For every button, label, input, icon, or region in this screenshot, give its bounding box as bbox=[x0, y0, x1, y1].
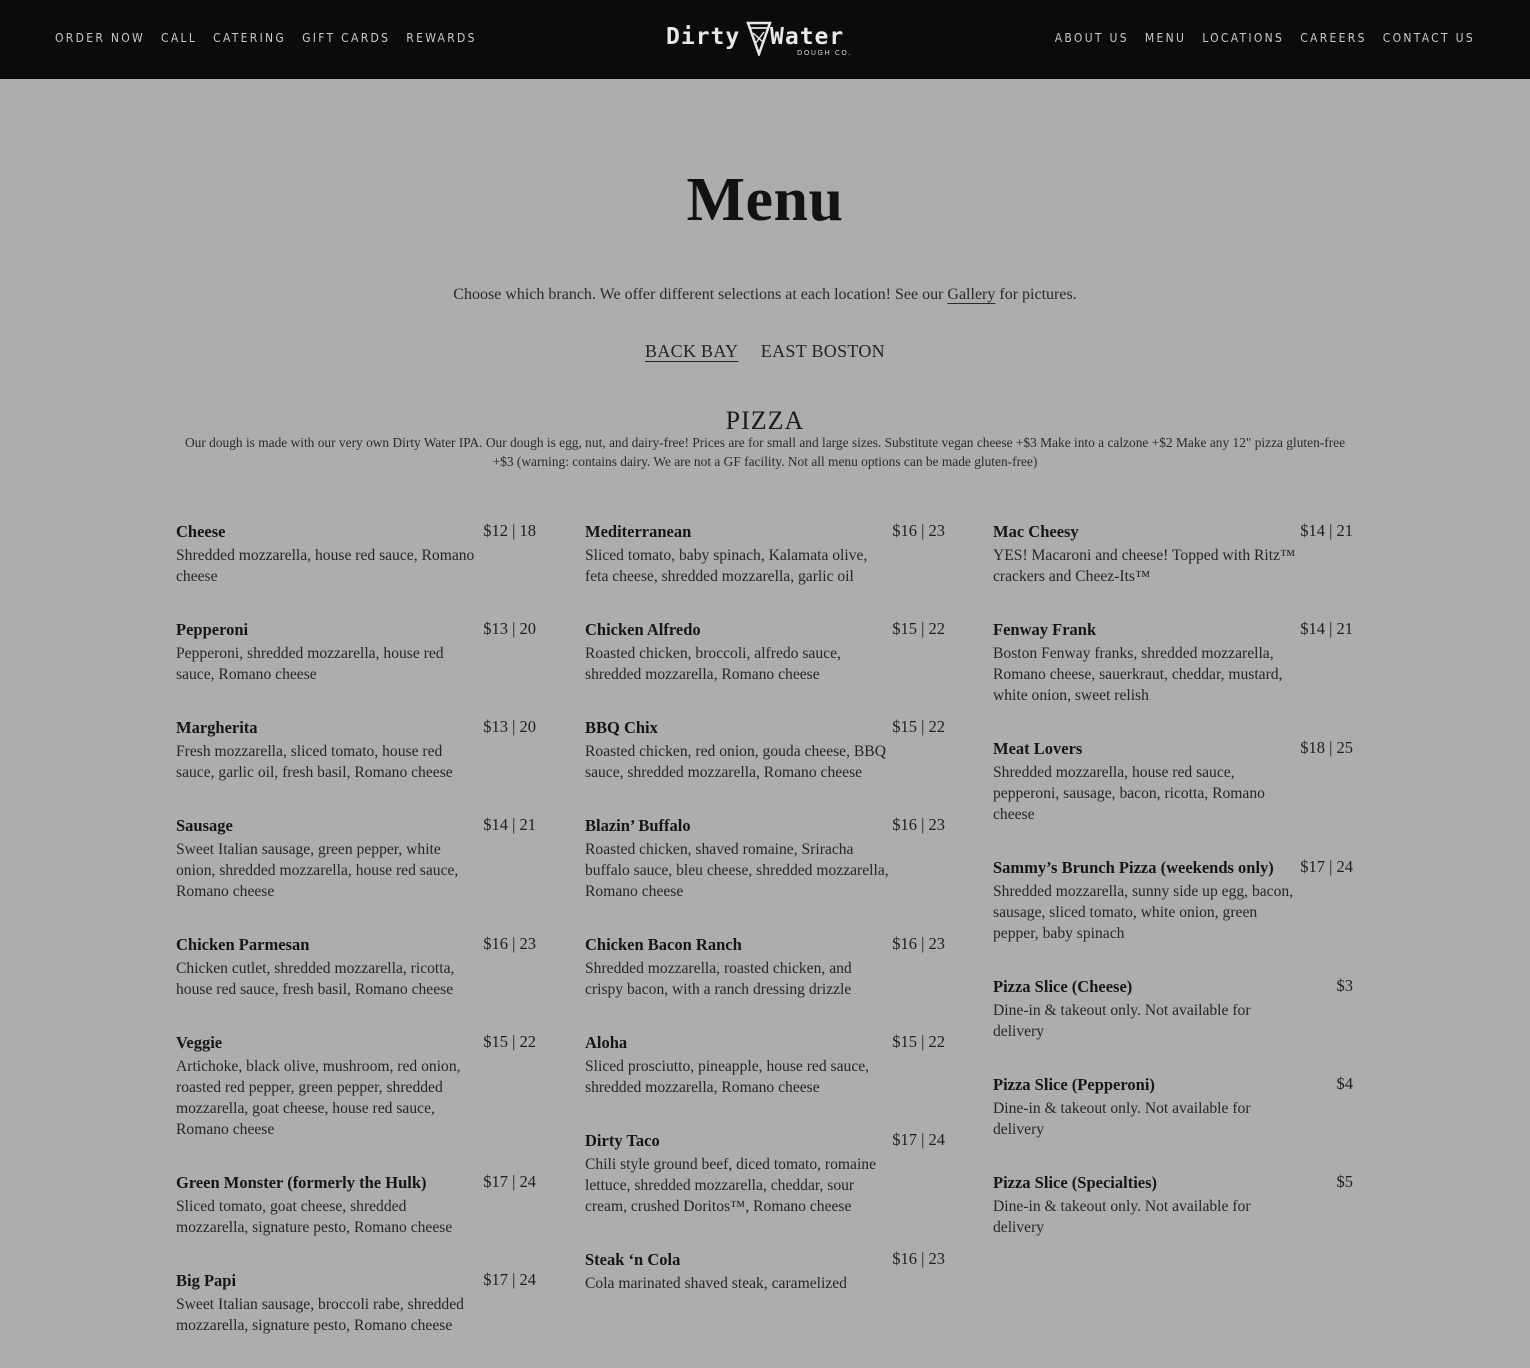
menu-item-name: Meat Lovers bbox=[993, 739, 1083, 758]
menu-item-price: $17 | 24 bbox=[483, 1172, 536, 1191]
menu-item bbox=[585, 815, 945, 902]
menu-item-description: Cola marinated shaved steak, caramelized bbox=[585, 1275, 847, 1292]
nav-menu[interactable]: MENU bbox=[1144, 31, 1187, 45]
menu-item-description: Sliced prosciutto, pineapple, house red sauce, shredded mozzarella, Romano cheese bbox=[585, 1058, 870, 1096]
menu-item bbox=[585, 1130, 945, 1217]
menu-item-price: $12 | 18 bbox=[483, 521, 536, 540]
menu-item bbox=[176, 1172, 536, 1238]
menu-item bbox=[176, 1270, 536, 1336]
menu-item bbox=[585, 934, 945, 1000]
menu-item bbox=[176, 717, 536, 783]
logo-word-dirty: Dirty bbox=[666, 24, 741, 50]
menu-item-description: Roasted chicken, shaved romaine, Sriracha buffalo sauce, bleu cheese, shredded mozzarella, Romano cheese bbox=[585, 841, 889, 900]
nav-locations[interactable]: LOCATIONS bbox=[1202, 31, 1285, 45]
menu-item-description: Artichoke, black olive, mushroom, red onion, roasted red pepper, green pepper, shredded mozzarella, goat cheese, house red sauce, Romano cheese bbox=[176, 1058, 461, 1138]
menu-item bbox=[585, 521, 945, 587]
nav-order-now[interactable]: ORDER NOW bbox=[55, 31, 146, 45]
menu-column-2 bbox=[585, 518, 945, 1326]
branch-back-bay[interactable]: BACK BAY bbox=[645, 341, 739, 361]
menu-item-name: Cheese bbox=[176, 522, 226, 541]
menu-item-description: Boston Fenway franks, shredded mozzarella, Romano cheese, sauerkraut, cheddar, mustard, white onion, sweet relish bbox=[993, 645, 1283, 704]
menu-item-name: Chicken Bacon Ranch bbox=[585, 935, 742, 954]
nav-gift-cards[interactable]: GIFT CARDS bbox=[302, 31, 391, 45]
menu-item-description: Roasted chicken, broccoli, alfredo sauce, shredded mozzarella, Romano cheese bbox=[585, 645, 841, 683]
menu-item-description: Chili style ground beef, diced tomato, romaine lettuce, shredded mozzarella, cheddar, sour cream, crushed Doritos™, Romano cheese bbox=[585, 1156, 877, 1215]
menu-item-name: Margherita bbox=[176, 718, 258, 737]
nav-left bbox=[55, 31, 477, 45]
menu-item-price: $15 | 22 bbox=[892, 619, 945, 638]
menu-item-price: $4 bbox=[1336, 1074, 1353, 1093]
menu-item-description: Shredded mozzarella, house red sauce, Romano cheese bbox=[176, 547, 475, 585]
nav-right bbox=[1055, 31, 1475, 45]
menu-column-3 bbox=[993, 518, 1353, 1270]
menu-item-name: Mediterranean bbox=[585, 522, 692, 541]
menu-item bbox=[585, 1249, 945, 1294]
menu-item-price: $3 bbox=[1336, 976, 1353, 995]
top-navigation-bar bbox=[0, 0, 1530, 79]
menu-item-description: YES! Macaroni and cheese! Topped with Ritz™ crackers and Cheez-Its™ bbox=[993, 547, 1296, 585]
menu-item bbox=[993, 619, 1353, 706]
menu-item bbox=[993, 1172, 1353, 1238]
menu-item-description: Sliced tomato, goat cheese, shredded mozzarella, signature pesto, Romano cheese bbox=[176, 1198, 453, 1236]
menu-item-description: Shredded mozzarella, sunny side up egg, bacon, sausage, sliced tomato, white onion, green pepper, baby spinach bbox=[993, 883, 1294, 942]
branch-selector bbox=[0, 341, 1530, 362]
menu-item-price: $14 | 21 bbox=[1300, 521, 1353, 540]
menu-item-description: Fresh mozzarella, sliced tomato, house red sauce, garlic oil, fresh basil, Romano cheese bbox=[176, 743, 453, 781]
menu-item-price: $14 | 21 bbox=[1300, 619, 1353, 638]
menu-item-name: Dirty Taco bbox=[585, 1131, 660, 1150]
nav-rewards[interactable]: REWARDS bbox=[406, 31, 477, 45]
menu-item-name: Blazin’ Buffalo bbox=[585, 816, 691, 835]
nav-careers[interactable]: CAREERS bbox=[1300, 31, 1367, 45]
menu-item bbox=[993, 1074, 1353, 1140]
menu-column-1 bbox=[176, 518, 536, 1368]
site-logo[interactable] bbox=[666, 20, 866, 60]
menu-item-description: Sweet Italian sausage, broccoli rabe, shredded mozzarella, signature pesto, Romano cheese bbox=[176, 1296, 464, 1334]
menu-item-description: Chicken cutlet, shredded mozzarella, ricotta, house red sauce, fresh basil, Romano cheese bbox=[176, 960, 455, 998]
menu-item bbox=[993, 976, 1353, 1042]
menu-item-description: Dine-in & takeout only. Not available for delivery bbox=[993, 1198, 1251, 1236]
menu-item-name: Big Papi bbox=[176, 1271, 237, 1290]
menu-item-price: $16 | 23 bbox=[483, 934, 536, 953]
menu-item-description: Dine-in & takeout only. Not available for delivery bbox=[993, 1002, 1251, 1040]
menu-item-name: BBQ Chix bbox=[585, 718, 658, 737]
menu-item-name: Aloha bbox=[585, 1033, 628, 1052]
nav-call[interactable]: CALL bbox=[161, 31, 198, 45]
menu-item-name: Mac Cheesy bbox=[993, 522, 1079, 541]
menu-item-name: Sausage bbox=[176, 816, 233, 835]
section-description: Our dough is made with our very own Dirty Water IPA. Our dough is egg, nut, and dairy-free! Prices are for small and large sizes. Substitute vegan cheese +$3 Make into a calzone +$2 Make any 12" pizza gluten-free +$3 (warning: contains dairy. We are not a GF facility. Not all menu options can be made gluten-free) bbox=[184, 435, 1346, 469]
menu-item-price: $16 | 23 bbox=[892, 815, 945, 834]
menu-item-description: Sliced tomato, baby spinach, Kalamata olive, feta cheese, shredded mozzarella, garlic oil bbox=[585, 547, 868, 585]
menu-item-name: Sammy’s Brunch Pizza (weekends only) bbox=[993, 858, 1274, 877]
menu-item-price: $13 | 20 bbox=[483, 619, 536, 638]
menu-item bbox=[176, 1032, 536, 1140]
intro-text bbox=[0, 286, 1530, 304]
menu-item-price: $15 | 22 bbox=[892, 1032, 945, 1051]
menu-item-name: Pizza Slice (Pepperoni) bbox=[993, 1075, 1155, 1094]
menu-item bbox=[585, 1032, 945, 1098]
menu-item bbox=[176, 521, 536, 587]
menu-item bbox=[176, 619, 536, 685]
menu-item bbox=[993, 738, 1353, 825]
menu-item-price: $17 | 24 bbox=[892, 1130, 945, 1149]
logo-tagline: DOUGH CO. bbox=[797, 49, 852, 57]
menu-item bbox=[993, 857, 1353, 944]
menu-item-name: Chicken Alfredo bbox=[585, 620, 701, 639]
nav-about-us[interactable]: ABOUT US bbox=[1054, 31, 1129, 45]
gallery-link[interactable]: Gallery bbox=[947, 286, 996, 303]
menu-item-name: Steak ‘n Cola bbox=[585, 1250, 681, 1269]
menu-item-price: $14 | 21 bbox=[483, 815, 536, 834]
menu-item-price: $18 | 25 bbox=[1300, 738, 1353, 757]
nav-catering[interactable]: CATERING bbox=[213, 31, 287, 45]
menu-item-name: Green Monster (formerly the Hulk) bbox=[176, 1173, 427, 1192]
menu-item-description: Sweet Italian sausage, green pepper, white onion, shredded mozzarella, house red sauce, Romano cheese bbox=[176, 841, 459, 900]
menu-item-price: $5 bbox=[1336, 1172, 1353, 1191]
intro-text-before: Choose which branch. We offer different selections at each location! See our bbox=[453, 286, 948, 303]
menu-item-description: Dine-in & takeout only. Not available for delivery bbox=[993, 1100, 1251, 1138]
pizza-slice-icon bbox=[746, 20, 772, 56]
menu-item-name: Veggie bbox=[176, 1033, 223, 1052]
menu-item-description: Roasted chicken, red onion, gouda cheese, BBQ sauce, shredded mozzarella, Romano cheese bbox=[585, 743, 886, 781]
menu-item bbox=[993, 521, 1353, 587]
menu-item-price: $16 | 23 bbox=[892, 934, 945, 953]
menu-item-name: Fenway Frank bbox=[993, 620, 1097, 639]
menu-item-price: $16 | 23 bbox=[892, 521, 945, 540]
menu-item bbox=[585, 619, 945, 685]
logo-word-water: Water bbox=[770, 24, 845, 50]
menu-item bbox=[176, 815, 536, 902]
menu-item-name: Chicken Parmesan bbox=[176, 935, 310, 954]
menu-item-name: Pizza Slice (Cheese) bbox=[993, 977, 1133, 996]
menu-item bbox=[176, 934, 536, 1000]
menu-item-name: Pepperoni bbox=[176, 620, 249, 639]
menu-item-price: $15 | 22 bbox=[892, 717, 945, 736]
menu-item-price: $16 | 23 bbox=[892, 1249, 945, 1268]
menu-item-price: $15 | 22 bbox=[483, 1032, 536, 1051]
menu-item-price: $13 | 20 bbox=[483, 717, 536, 736]
menu-item-price: $17 | 24 bbox=[483, 1270, 536, 1289]
section-title: PIZZA bbox=[725, 406, 805, 435]
menu-item-name: Pizza Slice (Specialties) bbox=[993, 1173, 1158, 1192]
branch-east-boston[interactable]: EAST BOSTON bbox=[760, 341, 885, 361]
menu-item bbox=[585, 717, 945, 783]
menu-item-price: $17 | 24 bbox=[1300, 857, 1353, 876]
menu-item-description: Pepperoni, shredded mozzarella, house red sauce, Romano cheese bbox=[176, 645, 444, 683]
menu-item-description: Shredded mozzarella, roasted chicken, and crispy bacon, with a ranch dressing drizzle bbox=[585, 960, 852, 998]
page-title: Menu bbox=[686, 166, 844, 234]
menu-item-description: Shredded mozzarella, house red sauce, pepperoni, sausage, bacon, ricotta, Romano cheese bbox=[993, 764, 1265, 823]
intro-text-after: for pictures. bbox=[995, 286, 1077, 303]
nav-contact-us[interactable]: CONTACT US bbox=[1382, 31, 1475, 45]
